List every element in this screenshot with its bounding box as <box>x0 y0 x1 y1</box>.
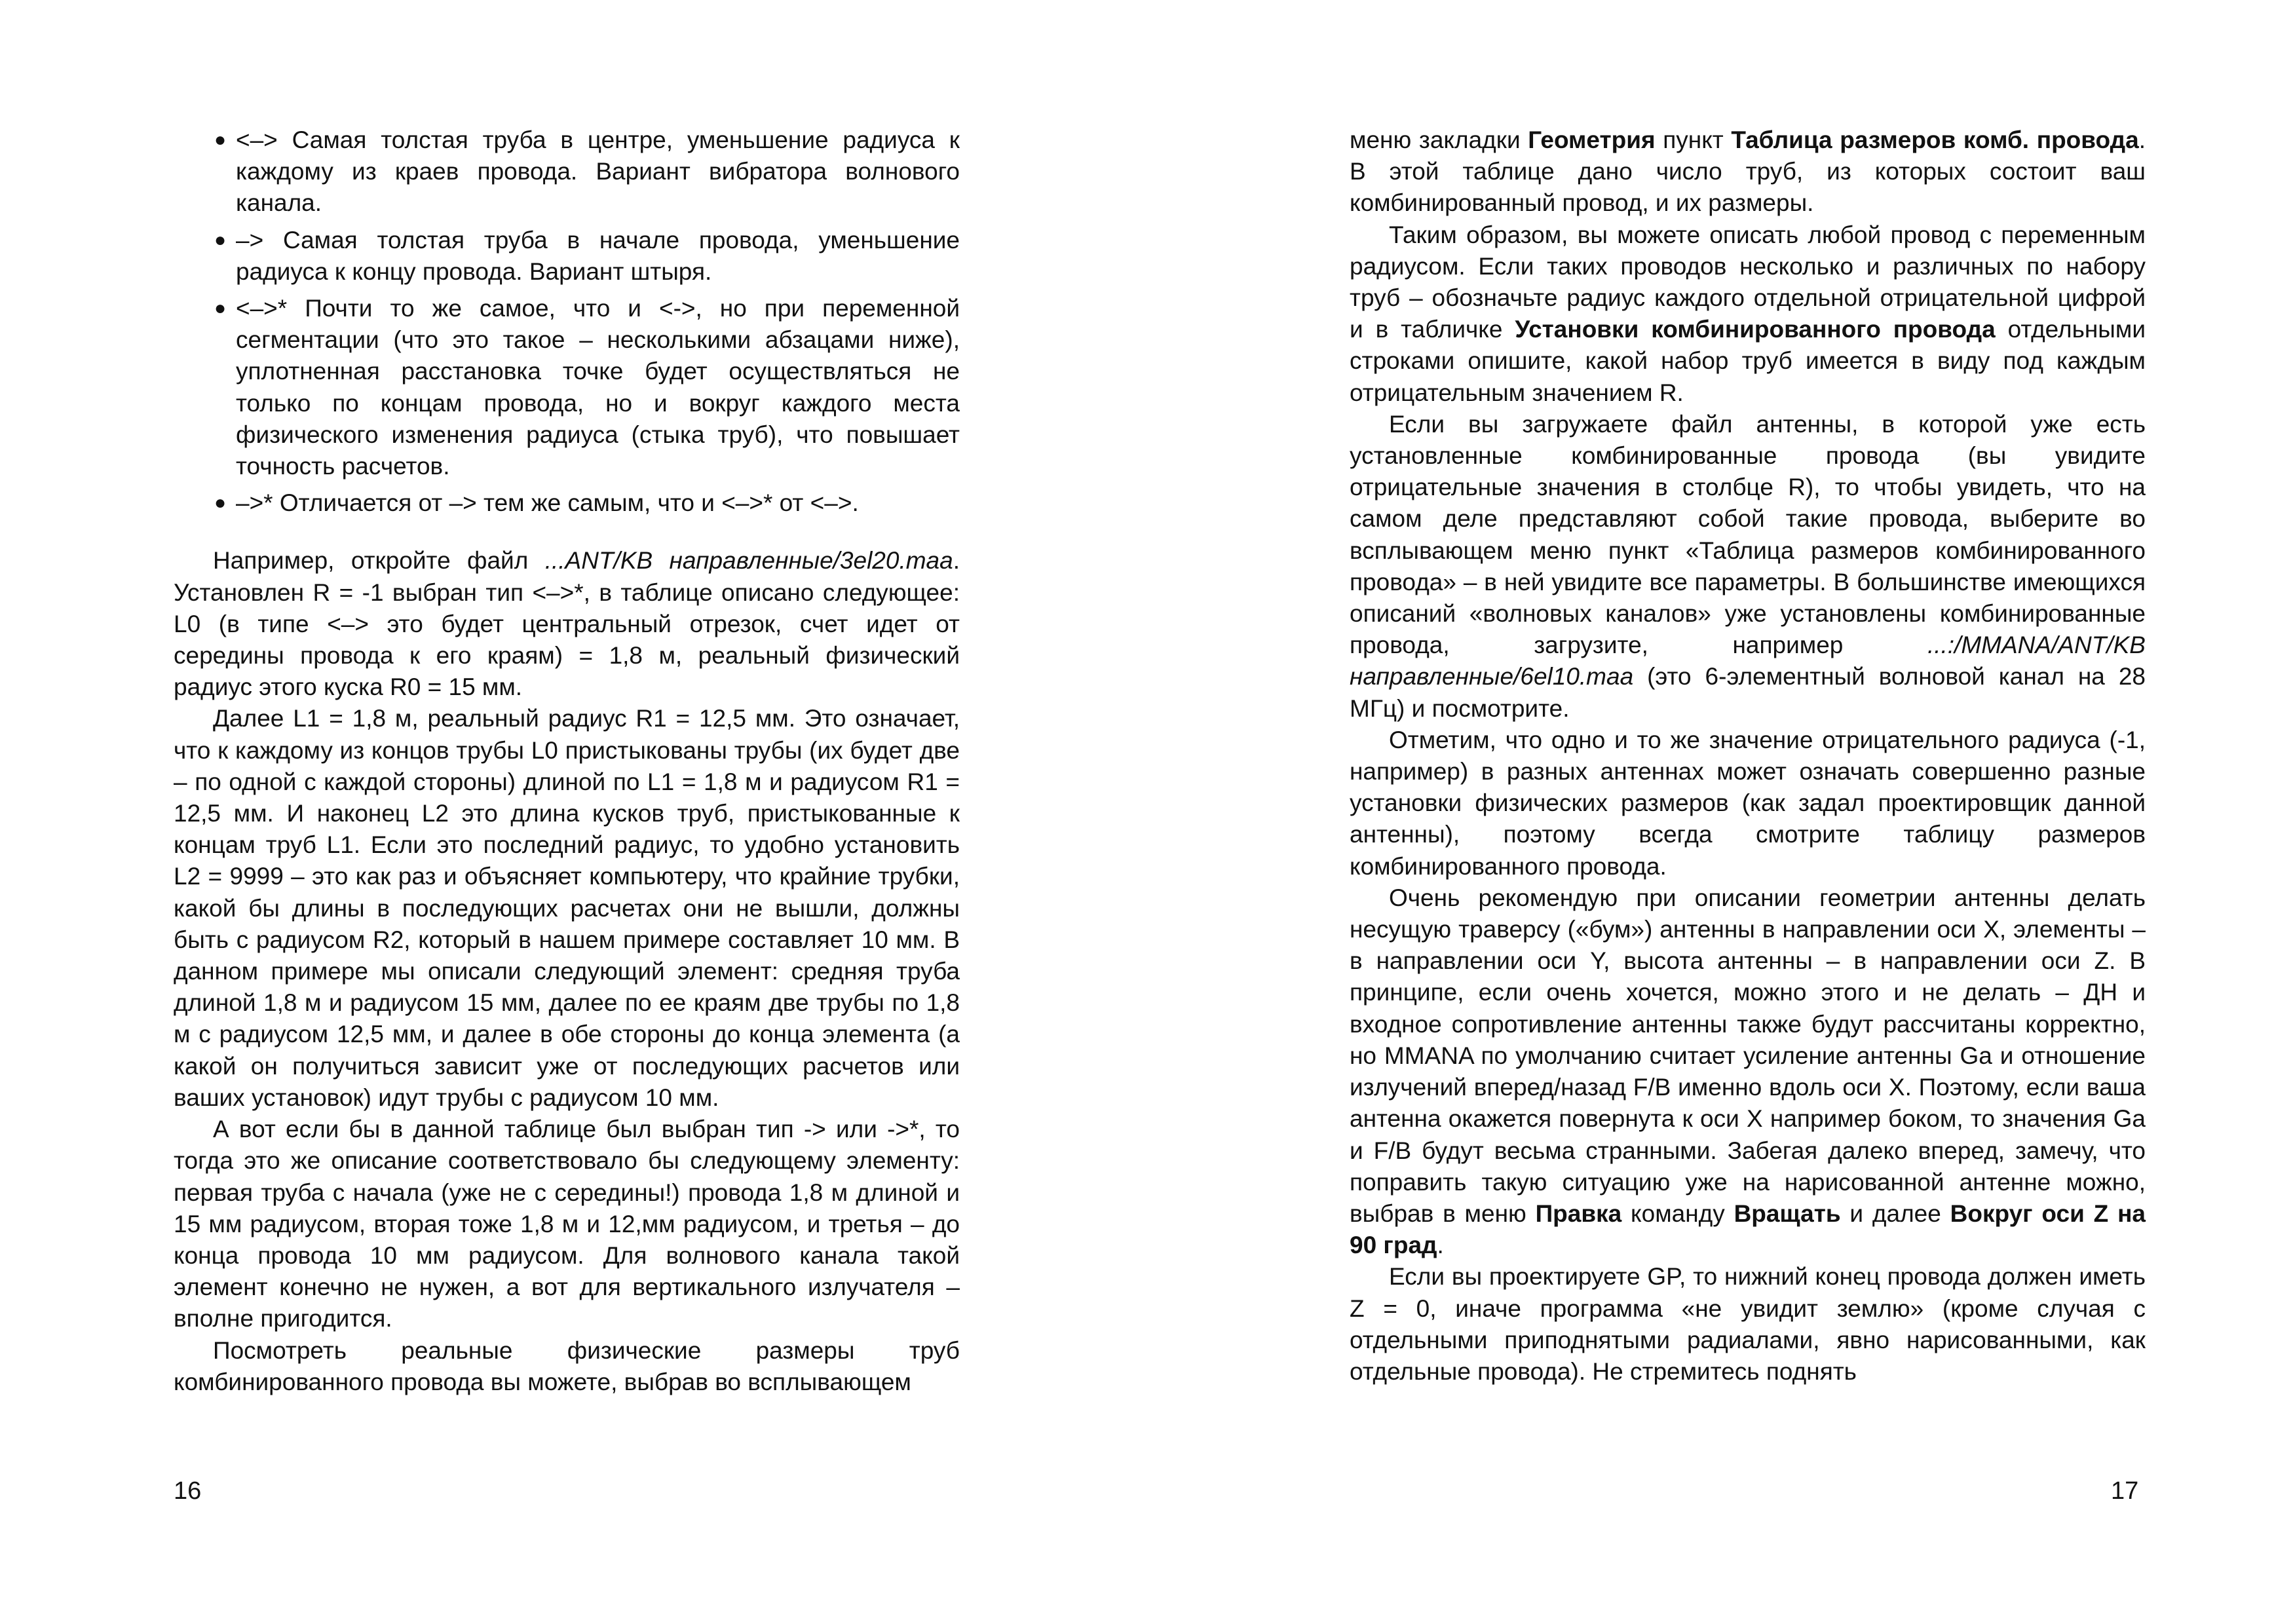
bullet-item: ● <–>* Почти то же самое, что и <->, но при переменной сегментации (что это такое – несколькими абзацами ниже), уплотненная расстановка точке будет осуществляться не только по концам провода, но и вокруг каждого места физического изменения радиуса (стыка труб), что повышает точность расчетов. <box>174 293 960 482</box>
bullet-item: ● –> Самая толстая труба в начале провода, уменьшение радиуса к концу провода. Вариант штыря. <box>174 225 960 288</box>
bullet-item: ● <–> Самая толстая труба в центре, уменьшение радиуса к каждому из краев провода. Вариант вибратора волнового канала. <box>174 124 960 219</box>
paragraph: Таким образом, вы можете описать любой провод с переменным радиусом. Если таких проводов несколько и различных по набору труб – обозначьте радиус каждого отдельной отрицательной цифрой и в табличке Установки комбинированного провода отдельными строками опишите, какой набор труб имеется в виду под каждым отрицательным значением R. <box>1350 221 2146 406</box>
paragraph: Например, откройте файл ...ANT/KB направленные/3el20.maa. Установлен R = -1 выбран тип <–>*, в таблице описано следующее: L0 (в типе <–> это будет центральный отрезок, счет идет от середины провода к его краям) = 1,8 м, реальный физический радиус этого куска R0 = 15 мм. <box>174 547 960 701</box>
paragraph: Далее L1 = 1,8 м, реальный радиус R1 = 12,5 мм. Это означает, что к каждому из концов трубы L0 пристыкованы трубы (их будет две – по одной с каждой стороны) длиной по L1 = 1,8 м и радиусом R1 = 12,5 мм. И наконец L2 это длина кусков труб, пристыкованные к концам труб L1. Если это последний радиус, то удобно установить L2 = 9999 – это как раз и объясняет компьютеру, что крайние трубки, какой бы длины в последующих расчетах они не вышли, должны быть с радиусом R2, который в нашем примере составляет 10 мм. В данном примере мы описали следующий элемент: средняя труба длиной 1,8 м и радиусом 15 мм, далее по ее краям две трубы по 1,8 м с радиусом 12,5 мм, и далее в обе стороны до конца элемента (а какой он получиться зависит уже от последующих расчетов или ваших установок) идут трубы с радиусом 10 мм. <box>174 705 960 1111</box>
right-page <box>1350 124 2146 1388</box>
bullet-item: ● –>* Отличается от –> тем же самым, что и <–>* от <–>. <box>174 487 960 519</box>
paragraph: Посмотреть реальные физические размеры труб комбинированного провода вы можете, выбрав во всплывающем <box>174 1336 960 1395</box>
page-number: 16 <box>174 1477 202 1505</box>
paragraph: Отметим, что одно и то же значение отрицательного радиуса (-1, например) в разных антеннах может означать совершенно разные установки физических размеров (как задал проектировщик данной антенны), поэтому всегда смотрите таблицу размеров комбинированного провода. <box>1350 726 2146 880</box>
page-number: 17 <box>2111 1477 2139 1505</box>
paragraph: А вот если бы в данной таблице был выбран тип -> или ->*, то тогда это же описание соответствовало бы следующему элементу: первая труба с начала (уже не с середины!) провода 1,8 м длиной и 15 мм радиусом, вторая тоже 1,8 м и 12,мм радиусом, и третья – до конца провода 10 мм радиусом. Для волнового канала такой элемент конечно не нужен, а вот для вертикального излучателя – вполне пригодится. <box>174 1116 960 1332</box>
file-path: ...ANT/KB направленные/3el20.maa <box>544 547 953 575</box>
paragraph: меню закладки Геометрия пункт Таблица размеров комб. провода. В этой таблице дано число труб, из которых состоит ваш комбинированный провод, и их размеры. <box>1350 126 2146 217</box>
paragraph: Если вы загружаете файл антенны, в которой уже есть установленные комбинированные провода (вы увидите отрицательные значения в столбце R), то чтобы увидеть, что на самом деле представляют собой такие провода, выберите во всплывающем меню пункт «Таблица размеров комбинированного провода» – в ней увидите все параметры. В большинстве имеющихся описаний «волновых каналов» уже установлены комбинированные провода, загрузите, например ...:/MMANA/ANT/KB направленные/6el10.maa (это 6-элементный волновой канал на 28 МГц) и посмотрите. <box>1350 410 2146 722</box>
left-page <box>174 124 960 1398</box>
bullet-list <box>174 124 960 519</box>
paragraph: Очень рекомендую при описании геометрии антенны делать несущую траверсу («бум») антенны в направлении оси X, элементы – в направлении оси Y, высота антенны – в направлении оси Z. В принципе, если очень хочется, можно этого и не делать – ДН и входное сопротивление антенны также будут рассчитаны корректно, но MMANA по умолчанию считает усиление антенны Ga и отношение излучений вперед/назад F/B именно вдоль оси X. Поэтому, если ваша антенна окажется повернута к оси X например боком, то значения Ga и F/B будут весьма странными. Забегая далеко вперед, замечу, что поправить такую ситуацию уже на нарисованной антенне можно, выбрав в меню Правка команду Вращать и далее Вокруг оси Z на 90 град. <box>1350 884 2146 1259</box>
paragraph: Если вы проектируете GP, то нижний конец провода должен иметь Z = 0, иначе программа «не увидит землю» (кроме случая с отдельными приподнятыми радиалами, явно нарисованными, как отдельные провода). Не стремитесь поднять <box>1350 1263 2146 1385</box>
file-path: ...:/MMANA/ANT/KB направленные/6el10.maa <box>1350 632 2146 690</box>
